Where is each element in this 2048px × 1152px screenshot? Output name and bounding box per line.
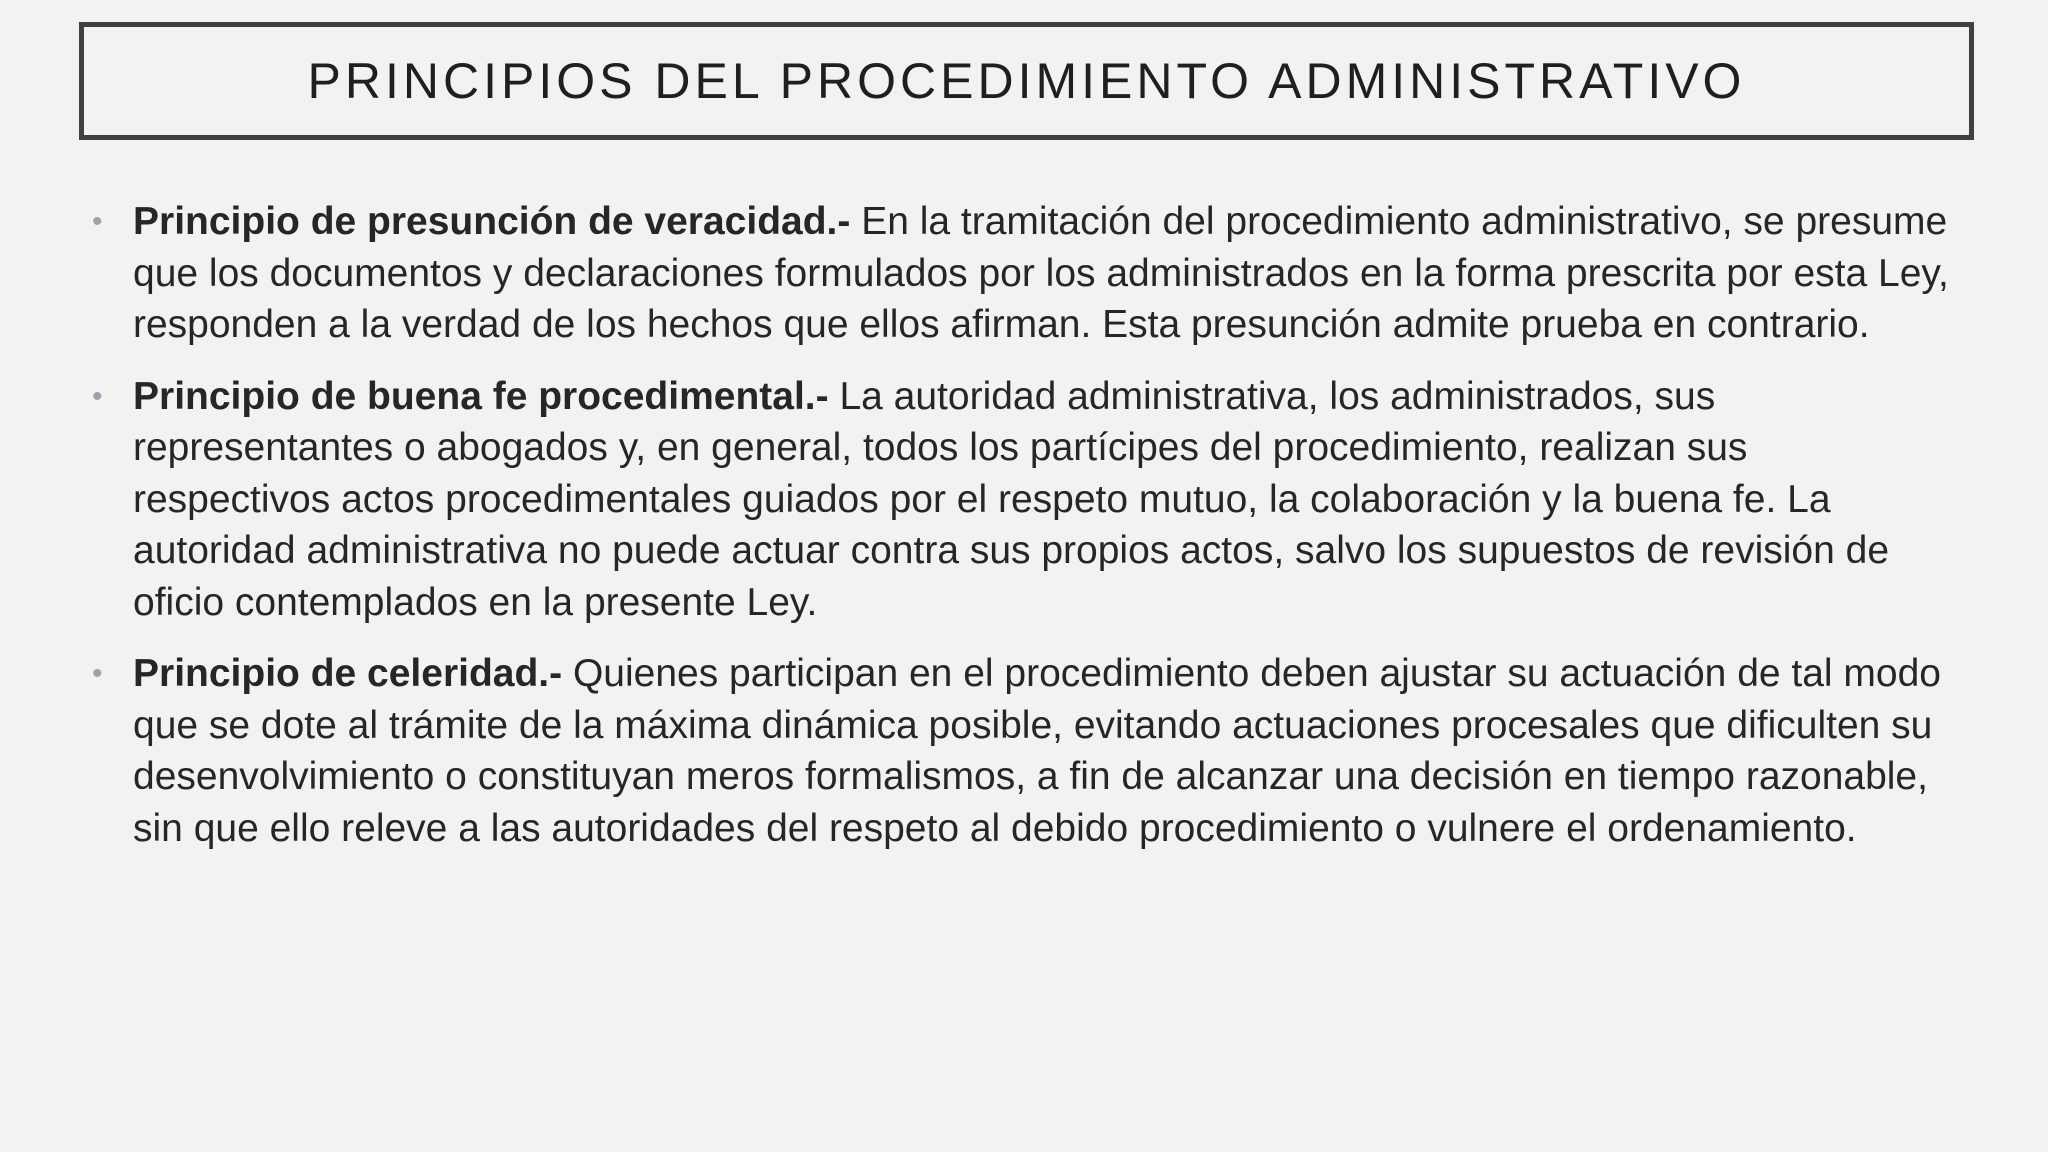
bullet-text: Quienes participan en el procedimiento deben ajustar su actuación de tal modo que se dote al trámite de la máxima dinámica posible, evitando actuaciones procesales que dificulten su desenvolvimiento o constituyan meros formalismos, a fin de alcanzar una decisión en tiempo razonable, sin que ello releve a las autoridades del respeto al debido procedimiento o vulnere el ordenamiento. [133, 652, 1941, 850]
bullet-term: Principio de celeridad.- [133, 652, 563, 695]
bullet-term: Principio de presunción de veracidad.- [133, 200, 851, 243]
title-box [79, 22, 1974, 140]
bullet-dot-icon: • [92, 657, 103, 690]
bullet-item-celeridad [92, 648, 1952, 854]
bullet-dot-icon: • [92, 205, 103, 238]
bullet-item-veracidad [92, 196, 1952, 351]
bullet-text: En la tramitación del procedimiento administrativo, se presume que los documentos y declaraciones formulados por los administrados en la forma prescrita por esta Ley, responden a la verdad de los hechos que ellos afirman. Esta presunción admite prueba en contrario. [133, 200, 1949, 346]
bullet-item-buena-fe [92, 371, 1952, 629]
bullet-dot-icon: • [92, 379, 103, 413]
slide-title: PRINCIPIOS DEL PROCEDIMIENTO ADMINISTRATIVO [307, 53, 1746, 109]
bullet-list [92, 196, 1952, 874]
bullet-term: Principio de buena fe procedimental.- [133, 374, 829, 418]
bullet-text: La autoridad administrativa, los administrados, sus representantes o abogados y, en general, todos los partícipes del procedimiento, realizan sus respectivos actos procedimentales guiados por el respeto mutuo, la colaboración y la buena fe. La autoridad administrativa no puede actuar contra sus propios actos, salvo los supuestos de revisión de oficio contemplados en la presente Ley. [133, 374, 1890, 624]
